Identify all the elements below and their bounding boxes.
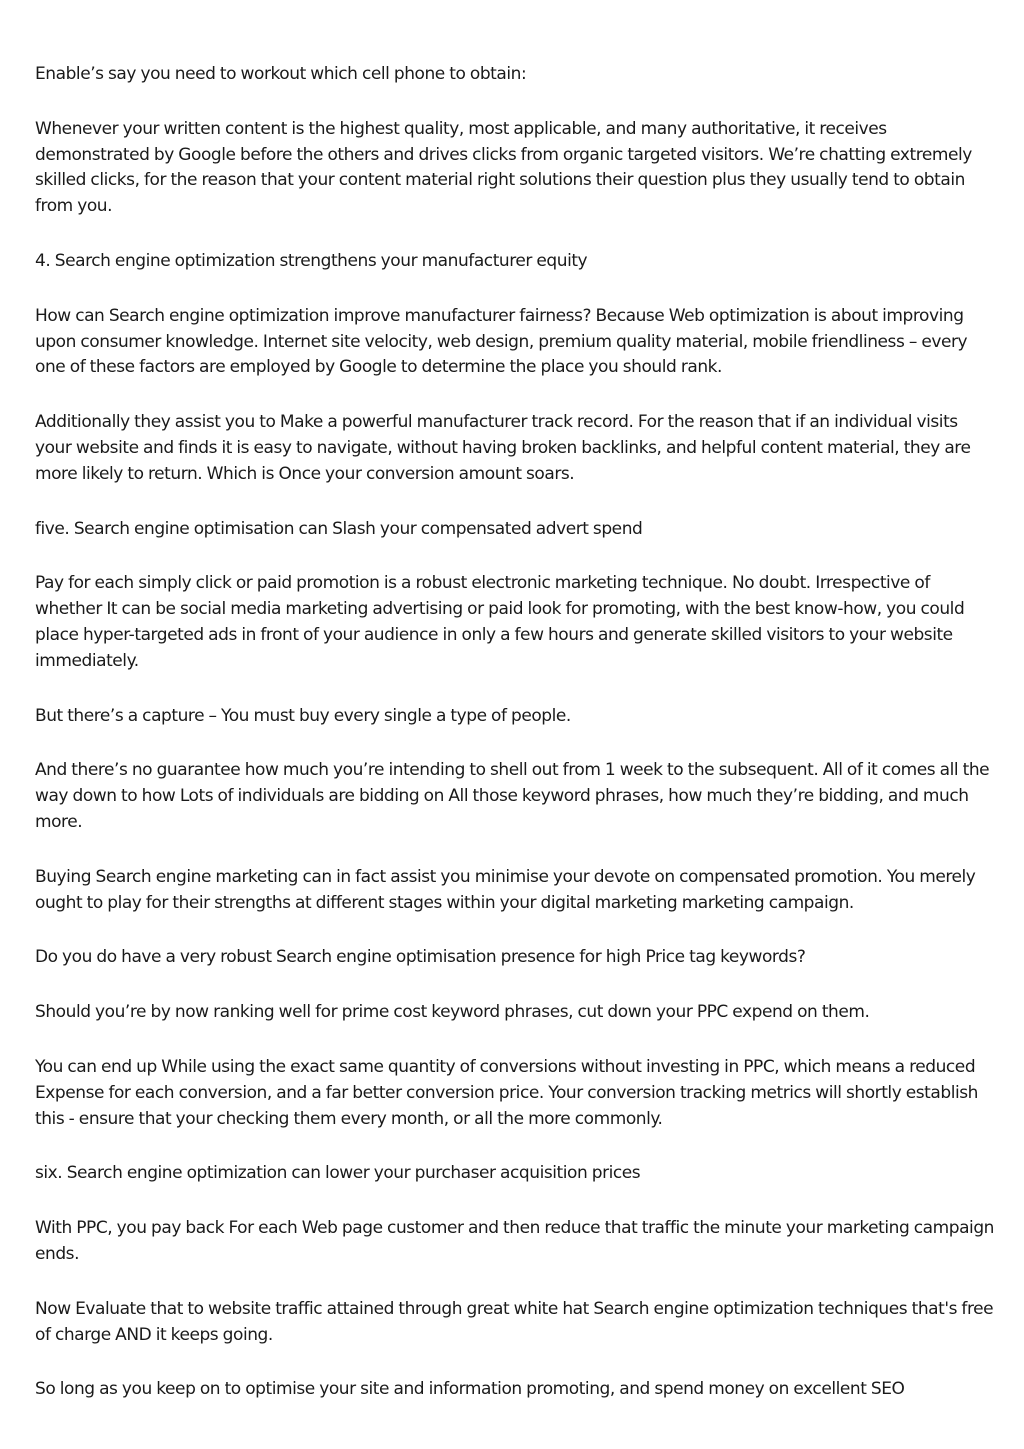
heading-brand-equity: 4. Search engine optimization strengthens your manufacturer equity: [35, 250, 588, 271]
paragraph-brand-fairness: How can Search engine optimization improve manufacturer fairness? Because Web optimization is about improving upon consumer knowledge. Internet site velocity, web design, premium quality material, mobile friendliness – every one of these factors are employed by Google to determine the place you should rank.: [35, 305, 968, 378]
paragraph-track-record: Additionally they assist you to Make a powerful manufacturer track record. For the reason that if an individual visits your website and finds it is easy to navigate, without having broken backlinks, and helpful content material, they are more likely to return. Which is Once your conversion amount soars.: [35, 412, 971, 484]
document-body: [35, 62, 997, 1432]
paragraph-capture: But there’s a capture – You must buy every single a type of people.: [35, 705, 571, 726]
heading-acquisition-prices: six. Search engine optimization can lower your purchaser acquisition prices: [35, 1163, 641, 1184]
paragraph-question: Do you do have a very robust Search engine optimisation presence for high Price tag keywords?: [35, 947, 806, 968]
paragraph-minimise-spend: Buying Search engine marketing can in fact assist you minimise your devote on compensated promotion. You merely ought to play for their strengths at different stages within your digital marketing marketing campaign.: [35, 866, 976, 913]
paragraph-no-guarantee: And there’s no guarantee how much you’re intending to shell out from 1 week to the subsequent. All of it comes all the way down to how Lots of individuals are bidding on All those keyword phrases, how much they’re bidding, and much more.: [35, 760, 990, 832]
paragraph-ppc-traffic: With PPC, you pay back For each Web page customer and then reduce that traffic the minute your marketing campaign ends.: [35, 1218, 994, 1264]
paragraph-intro: Enable’s say you need to workout which cell phone to obtain:: [35, 64, 527, 84]
paragraph-keep-optimising: So long as you keep on to optimise your site and information promoting, and spend money on excellent SEO: [35, 1379, 905, 1400]
paragraph-ppc-technique: Pay for each simply click or paid promotion is a robust electronic marketing technique. No doubt. Irrespective of whether It can be social media marketing advertising or paid look for promoting, with the best know-how, you could place hyper-targeted ads in front of your audience in only a few hours and generate skilled visitors to your website immediately.: [35, 573, 965, 671]
paragraph-content-quality: Whenever your written content is the highest quality, most applicable, and many authoritative, it receives demonstrated by Google before the others and drives clicks from organic targeted visitors. We’re chatting extremely skilled clicks, for the reason that your content material right solutions their question plus they usually tend to obtain from you.: [35, 118, 972, 217]
paragraph-ranking-well: Should you’re by now ranking well for prime cost keyword phrases, cut down your PPC expend on them.: [35, 1002, 870, 1023]
paragraph-conversions: You can end up While using the exact same quantity of conversions without investing in PPC, which means a reduced Expense for each conversion, and a far better conversion price. Your conversion tracking metrics will shortly establish this - ensure that your checking them every month, or all the more commonly.: [35, 1056, 978, 1129]
heading-ad-spend: five. Search engine optimisation can Slash your compensated advert spend: [35, 518, 643, 539]
paragraph-white-hat: Now Evaluate that to website traffic attained through great white hat Search engine optimization techniques that's free of charge AND it keeps going.: [35, 1298, 994, 1345]
